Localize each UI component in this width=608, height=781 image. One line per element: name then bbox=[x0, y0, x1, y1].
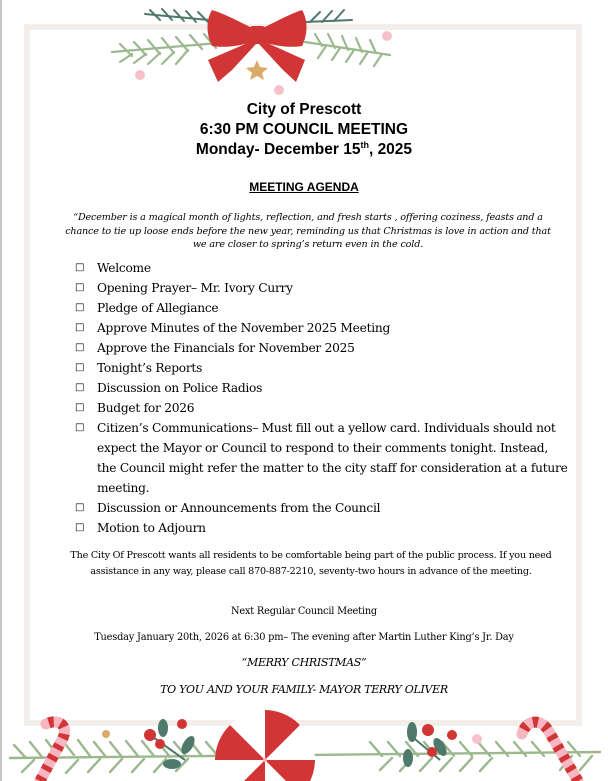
agenda-item: □ Approve the Financials for November 2025 bbox=[75, 338, 570, 358]
city-name: City of Prescott bbox=[246, 101, 362, 118]
pink-dot-icon bbox=[382, 31, 392, 41]
pink-dot-icon bbox=[472, 734, 482, 744]
checkbox-bullet-icon: □ bbox=[75, 302, 85, 313]
agenda-item: □ Citizen’s Communications– Must fill out a yellow card. Individuals should not expect the Mayor or Council to respond to their comments tonight. Instead, the Council might refer the matter to the city staff for consideration at a future meeting. bbox=[75, 418, 570, 498]
checkbox-bullet-icon: □ bbox=[75, 402, 85, 413]
agenda-item: □ Opening Prayer– Mr. Ivory Curry bbox=[75, 278, 570, 298]
next-meeting-date: Tuesday January 20th, 2026 at 6:30 pm– The evening after Martin Luther King’s Jr. Day bbox=[94, 632, 514, 643]
merry-christmas-greeting: “MERRY CHRISTMAS” bbox=[241, 656, 367, 669]
agenda-list bbox=[75, 258, 570, 538]
agenda-item: □ Approve Minutes of the November 2025 Meeting bbox=[75, 318, 570, 338]
agenda-item: □ Welcome bbox=[75, 258, 570, 278]
checkbox-bullet-icon: □ bbox=[75, 502, 85, 513]
pink-dot-icon bbox=[274, 85, 284, 95]
pink-dot-icon bbox=[135, 70, 145, 80]
agenda-heading: MEETING AGENDA bbox=[249, 180, 359, 194]
agenda-item: □ Motion to Adjourn bbox=[75, 518, 570, 538]
accessibility-notice: The City Of Prescott wants all residents to be comfortable being part of the public process. If you need assistance in any way, please call 870-887-2210, seventy-two hours in advance of the meeting. bbox=[70, 550, 552, 577]
checkbox-bullet-icon: □ bbox=[75, 362, 85, 373]
checkbox-bullet-icon: □ bbox=[75, 382, 85, 393]
agenda-item: □ Pledge of Allegiance bbox=[75, 298, 570, 318]
agenda-item: □ Budget for 2026 bbox=[75, 398, 570, 418]
checkbox-bullet-icon: □ bbox=[75, 322, 85, 333]
december-quote: “December is a magical month of lights, reflection, and fresh starts , offering coziness, feasts and a chance to tie up loose ends before the new year, reminding us that Christmas is love in action and that we are closer to spring’s return even in the cold. bbox=[65, 212, 551, 250]
dark-pine-icon bbox=[145, 9, 352, 22]
bow-garland-decoration bbox=[0, 0, 608, 100]
mayor-closing: TO YOU AND YOUR FAMILY- MAYOR TERRY OLIVER bbox=[160, 683, 448, 696]
star-icon bbox=[246, 60, 268, 80]
agenda-item: □ Discussion or Announcements from the Council bbox=[75, 498, 570, 518]
meeting-header bbox=[0, 100, 608, 160]
peppermint-candy-icon bbox=[215, 710, 315, 781]
checkbox-bullet-icon: □ bbox=[75, 262, 85, 273]
meeting-date: Monday- December 15th, 2025 bbox=[195, 139, 413, 158]
checkbox-bullet-icon: □ bbox=[75, 422, 85, 433]
checkbox-bullet-icon: □ bbox=[75, 342, 85, 353]
gold-dot-icon bbox=[102, 730, 110, 738]
agenda-item: □ Tonight’s Reports bbox=[75, 358, 570, 378]
agenda-item: □ Discussion on Police Radios bbox=[75, 378, 570, 398]
candy-garland-decoration bbox=[0, 700, 608, 781]
candy-cane-left-icon bbox=[40, 722, 65, 781]
checkbox-bullet-icon: □ bbox=[75, 282, 85, 293]
next-meeting-heading: Next Regular Council Meeting bbox=[230, 606, 378, 617]
meeting-time: 6:30 PM COUNCIL MEETING bbox=[199, 121, 409, 138]
berry-sprig-left-icon bbox=[144, 719, 197, 769]
checkbox-bullet-icon: □ bbox=[75, 522, 85, 533]
